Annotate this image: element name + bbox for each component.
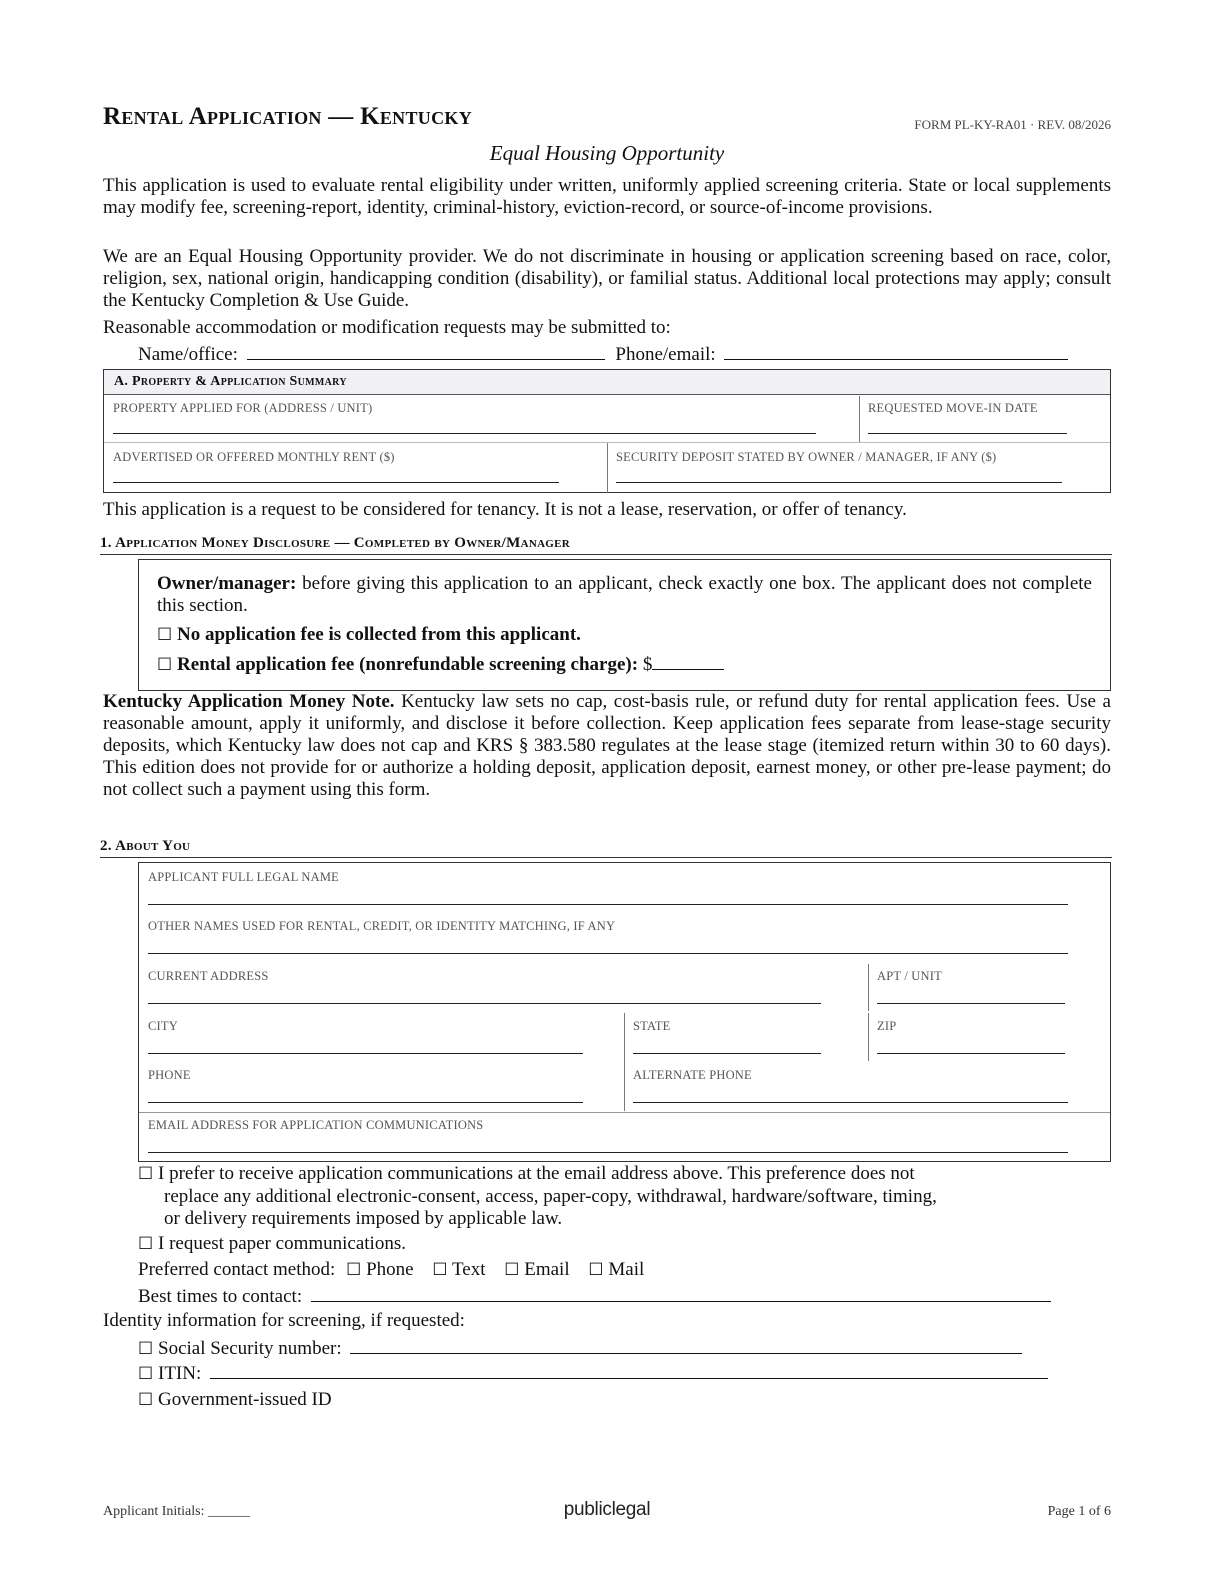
email-preference-text-2: replace any additional electronic-consent, access, paper-copy, withdrawal, hardware/software, timing, [164,1186,937,1207]
divider [868,964,869,1011]
email-preference-text-1: I prefer to receive application communications at the email address above. This preference does not [158,1163,915,1184]
contact-method-row [138,1259,644,1281]
page-number: Page 1 of 6 [1047,1504,1111,1519]
fee-amount-field[interactable] [652,653,724,670]
rent-field[interactable] [113,482,559,483]
ssn-checkbox[interactable]: ☐ [138,1339,154,1359]
current-address-label: CURRENT ADDRESS [148,969,269,983]
current-address-field[interactable] [148,1003,821,1004]
page-footer [103,1499,1111,1525]
title-row [103,103,1111,133]
city-cell [148,1019,585,1059]
request-note: This application is a request to be considered for tenancy. It is not a lease, reservation, or offer of tenancy. [103,499,907,520]
city-label: CITY [148,1019,178,1033]
fee-label: Rental application fee (nonrefundable screening charge): [177,654,639,675]
page-subtitle: Equal Housing Opportunity [489,141,725,165]
about-you-box [138,862,1111,1162]
best-times-label: Best times to contact: [138,1286,303,1307]
apt-label: APT / UNIT [877,969,942,983]
divider [624,1013,625,1111]
option-fee[interactable] [157,653,724,676]
zip-field[interactable] [877,1053,1065,1054]
deposit-cell [616,450,1066,490]
apt-field[interactable] [877,1003,1065,1004]
rent-cell [113,450,561,490]
divider [607,443,608,493]
no-fee-label: No application fee is collected from this applicant. [177,624,581,645]
other-names-field[interactable] [148,953,1068,954]
paper-preference-checkbox[interactable]: ☐ [138,1234,154,1254]
paper-preference-label: I request paper communications. [158,1233,406,1254]
option-no-fee[interactable] [157,624,581,646]
owner-label: Owner/manager: [157,573,297,594]
form-number: FORM PL-KY-RA01 · REV. 08/2026 [914,117,1111,132]
contact-option-email-label: Email [524,1259,570,1280]
brand-logo: publiclegal [563,1499,651,1520]
gov-id-label: Government-issued ID [158,1389,332,1410]
contact-option-email[interactable] [504,1259,569,1280]
zip-cell [877,1019,1067,1059]
fee-currency: $ [642,654,653,675]
phone-checkbox[interactable]: ☐ [346,1260,362,1280]
city-field[interactable] [148,1053,583,1054]
state-cell [633,1019,823,1059]
deposit-label: SECURITY DEPOSIT STATED BY OWNER / MANAGER, IF ANY ($) [616,450,997,464]
note-text: Kentucky law sets no cap, cost-basis rule, or refund duty for rental application fees. Use a reasonable amount, apply it uniformly, and disclose it before collection. Keep application fees separate from lease-stage security deposits, which Kentucky law does not cap and KRS § 383.580 regulates at the lease stage (itemized return within 30 to 60 days). This edition does not provide for or authorize a holding deposit, application deposit, earnest money, or other pre-lease payment; do not collect such a payment using this form. [103,691,1111,800]
gov-id-checkbox[interactable]: ☐ [138,1390,154,1410]
rent-label: ADVERTISED OR OFFERED MONTHLY RENT ($) [113,450,395,464]
alt-phone-cell [633,1068,1070,1108]
contact-option-mail[interactable] [588,1259,644,1280]
email-checkbox[interactable]: ☐ [504,1260,520,1280]
alt-phone-field[interactable] [633,1102,1068,1103]
property-label: PROPERTY APPLIED FOR (ADDRESS / UNIT) [113,401,373,415]
owner-instructions [157,573,1092,617]
divider [139,1112,1110,1113]
full-name-field[interactable] [148,904,1068,905]
gov-id-row[interactable] [138,1389,332,1411]
contact-option-phone-label: Phone [366,1259,414,1280]
zip-label: ZIP [877,1019,897,1033]
kentucky-money-note [103,691,1111,801]
section-1-heading: 1. Application Money Disclosure — Completed by Owner/Manager [100,533,1112,555]
owner-text: before giving this application to an applicant, check exactly one box. The applicant does not complete this section. [157,573,1092,616]
accommodation-contact-row [138,343,1068,366]
phone-field[interactable] [148,1102,583,1103]
email-field[interactable] [148,1152,1068,1153]
email-label: EMAIL ADDRESS FOR APPLICATION COMMUNICATIONS [148,1118,484,1132]
contact-option-text-label: Text [451,1259,486,1280]
move-in-field[interactable] [868,433,1067,434]
other-names-cell [148,919,1070,959]
alt-phone-label: ALTERNATE PHONE [633,1068,752,1082]
page-title: Rental Application — Kentucky [103,103,472,130]
state-field[interactable] [633,1053,821,1054]
intro-paragraph-1: This application is used to evaluate rental eligibility under written, uniformly applied screening criteria. State or local supplements may modify fee, screening-report, identity, criminal-history, eviction-record, or source-of-income provisions. [103,175,1111,218]
ssn-label: Social Security number: [158,1338,342,1359]
move-in-label: REQUESTED MOVE-IN DATE [868,401,1038,415]
note-title: Kentucky Application Money Note. [103,691,395,712]
itin-label: ITIN: [158,1363,202,1384]
intro-paragraph-3: Reasonable accommodation or modification requests may be submitted to: [103,317,671,338]
section-2-heading: 2. About You [100,836,1112,858]
contact-method-label: Preferred contact method: [138,1259,336,1280]
email-preference-text-3: or delivery requirements imposed by applicable law. [164,1208,563,1229]
deposit-field[interactable] [616,482,1062,483]
email-preference-option[interactable] [138,1163,915,1185]
phone-email-label: Phone/email: [615,344,716,365]
move-in-cell [868,401,1068,441]
applicant-initials: Applicant Initials: ______ [103,1504,250,1519]
full-name-label: APPLICANT FULL LEGAL NAME [148,870,339,884]
divider [859,396,860,442]
section-a-heading: A. Property & Application Summary [104,370,1110,395]
intro-paragraph-2: We are an Equal Housing Opportunity provider. We do not discriminate in housing or application screening based on race, color, religion, sex, national origin, handicapping condition (disability), or familial status. Additional local protections may apply; consult the Kentucky Completion & Use Guide. [103,246,1111,311]
apt-cell [877,969,1067,1009]
property-field[interactable] [113,433,816,434]
phone-email-field[interactable] [724,343,1068,360]
ssn-row[interactable] [138,1337,1022,1360]
no-fee-checkbox[interactable]: ☐ [157,625,173,645]
divider [868,1013,869,1061]
name-office-label: Name/office: [138,344,238,365]
contact-option-text[interactable] [432,1259,485,1280]
best-times-field[interactable] [311,1285,1051,1302]
owner-disclosure-box [138,559,1111,691]
email-cell [148,1118,1070,1158]
other-names-label: OTHER NAMES USED FOR RENTAL, CREDIT, OR IDENTITY MATCHING, IF ANY [148,919,616,933]
itin-field[interactable] [210,1362,1048,1379]
ssn-field[interactable] [350,1337,1022,1354]
itin-checkbox[interactable]: ☐ [138,1364,154,1384]
identity-heading: Identity information for screening, if requested: [103,1310,465,1331]
mail-checkbox[interactable]: ☐ [588,1260,604,1280]
paper-preference-option[interactable] [138,1233,406,1255]
fee-checkbox[interactable]: ☐ [157,655,173,675]
full-name-cell [148,870,1070,910]
itin-row[interactable] [138,1362,1048,1385]
phone-cell [148,1068,585,1108]
property-cell [113,401,818,441]
current-address-cell [148,969,823,1009]
text-checkbox[interactable]: ☐ [432,1260,448,1280]
contact-option-mail-label: Mail [608,1259,645,1280]
state-label: STATE [633,1019,671,1033]
section-a-box [103,369,1111,493]
contact-option-phone[interactable] [346,1259,414,1280]
email-preference-checkbox[interactable]: ☐ [138,1164,154,1184]
name-office-field[interactable] [247,343,605,360]
phone-label: PHONE [148,1068,191,1082]
best-times-row [138,1285,1051,1308]
